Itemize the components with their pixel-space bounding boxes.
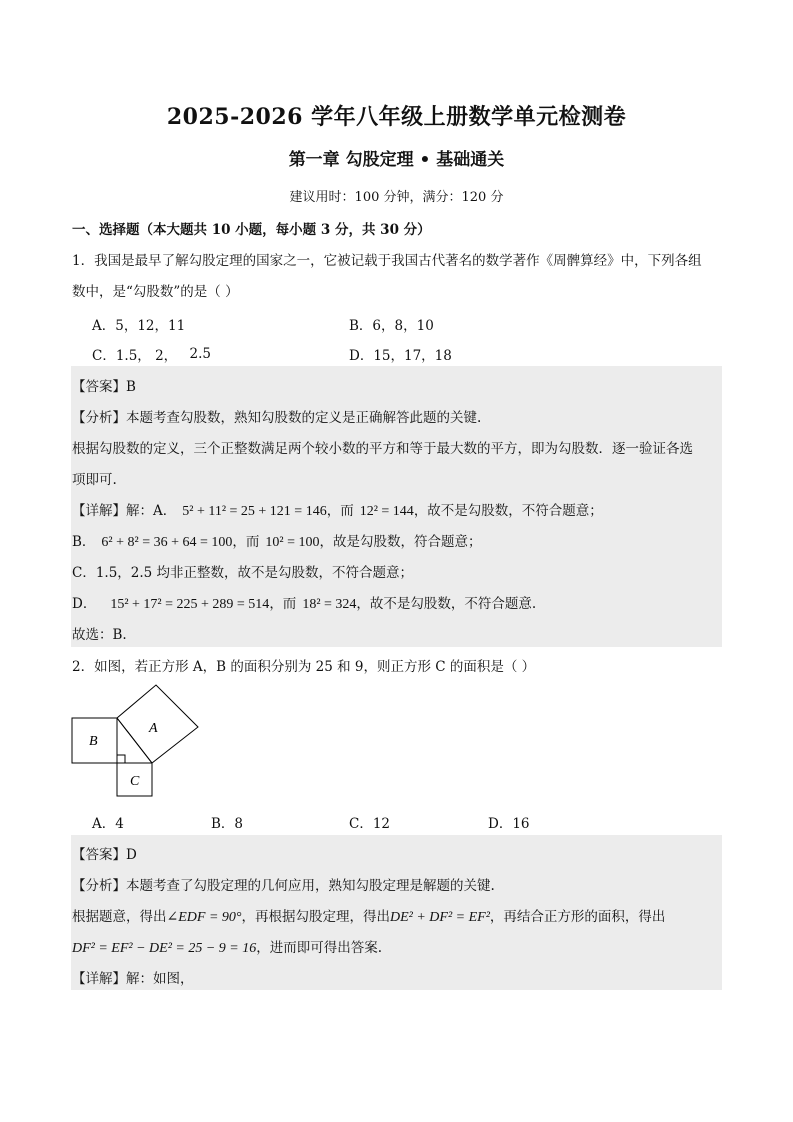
eq-a1: 5² + 11² = 25 + 121 = 146 [182, 504, 327, 519]
q1-option-b[interactable]: B．6，8，10 [349, 318, 434, 334]
q2-option-a[interactable]: A．4 [92, 816, 124, 832]
q1-conclusion: 故选：B. [72, 627, 127, 643]
angle-expr: ∠EDF = 90° [166, 910, 242, 925]
right-angle-mark [117, 755, 125, 763]
q1-detail-c: C．1.5，2.5 均非正整数，故不是勾股数，不符合题意； [72, 565, 414, 581]
hypotenuse-line [117, 718, 152, 763]
eq-d2: 18² = 324 [302, 597, 357, 612]
q1-answer: 【答案】B [72, 379, 136, 395]
q1-analysis-line2: 根据勾股数的定义，三个正整数满足两个较小数的平方和等于最大数的平方，即为勾股数．逐一验证各选 [72, 441, 693, 457]
chapter-subtitle: 第一章 勾股定理 • 基础通关 [288, 150, 505, 170]
q2-analysis: 【分析】本题考查了勾股定理的几何应用，熟知勾股定理是解题的关键. [72, 878, 495, 894]
pythag-expr: DE² + DF² = EF² [390, 910, 490, 925]
eq-a2: 12² = 144 [359, 504, 414, 519]
eq-b1: 6² + 8² = 36 + 64 = 100 [101, 535, 233, 550]
q1-option-d[interactable]: D．15，17，18 [349, 348, 452, 364]
q1-detail-a: 【详解】解：A． 5² + 11² = 25 + 121 = 146，而 12² = 144，故不是勾股数，不符合题意； [72, 503, 603, 519]
q2-analysis-line2: 根据题意，得出∠EDF = 90°，再根据勾股定理，得出DE² + DF² = EF²，再结合正方形的面积，得出 [72, 909, 666, 925]
q1-detail-b: B． 6² + 8² = 36 + 64 = 100，而 10² = 100，故是勾股数，符合题意； [72, 534, 482, 550]
label-c: C [130, 774, 140, 789]
time-info: 建议用时：100 分钟，满分：120 分 [289, 190, 504, 205]
area-expr: DF² = EF² − DE² = 25 − 9 = 16 [72, 941, 257, 956]
eq-b2: 10² = 100 [265, 535, 320, 550]
q2-detail: 【详解】解：如图， [72, 971, 194, 987]
label-b: B [89, 734, 98, 749]
q2-stem: 2．如图，若正方形 A，B 的面积分别为 25 和 9，则正方形 C 的面积是（ ） [72, 659, 536, 675]
q1-stem-line2: 数中，是“勾股数”的是（ ） [72, 284, 239, 300]
q1-detail-d: D． 15² + 17² = 225 + 289 = 514，而 18² = 324，故不是勾股数，不符合题意. [72, 596, 537, 612]
q1-analysis: 【分析】本题考查勾股数，熟知勾股数的定义是正确解答此题的关键. [72, 410, 482, 426]
q2-answer: 【答案】D [72, 847, 137, 863]
q2-figure [70, 683, 205, 799]
q2-option-c[interactable]: C．12 [349, 816, 391, 832]
page-title: 2025-2026 学年八年级上册数学单元检测卷 [166, 104, 627, 130]
q1-analysis-line3: 项即可. [72, 472, 117, 488]
q2-option-d[interactable]: D．16 [488, 816, 530, 832]
q1-option-c-value: 2.5 [189, 346, 211, 362]
q1-option-c[interactable] [92, 344, 211, 364]
label-a: A [149, 721, 158, 736]
q1-option-a[interactable]: A．5，12，11 [92, 318, 186, 334]
section-heading: 一、选择题（本大题共 10 小题，每小题 3 分，共 30 分） [72, 222, 431, 238]
q2-option-b[interactable]: B．8 [211, 816, 244, 832]
q1-stem-line1: 1．我国是最早了解勾股定理的国家之一，它被记载于我国古代著名的数学著作《周髀算经》中，下列各组 [72, 253, 702, 269]
q2-analysis-line3: DF² = EF² − DE² = 25 − 9 = 16，进而即可得出答案. [72, 940, 383, 956]
q1-option-c-text: C．1.5， 2， [92, 348, 178, 364]
eq-d1: 15² + 17² = 225 + 289 = 514 [110, 597, 270, 612]
